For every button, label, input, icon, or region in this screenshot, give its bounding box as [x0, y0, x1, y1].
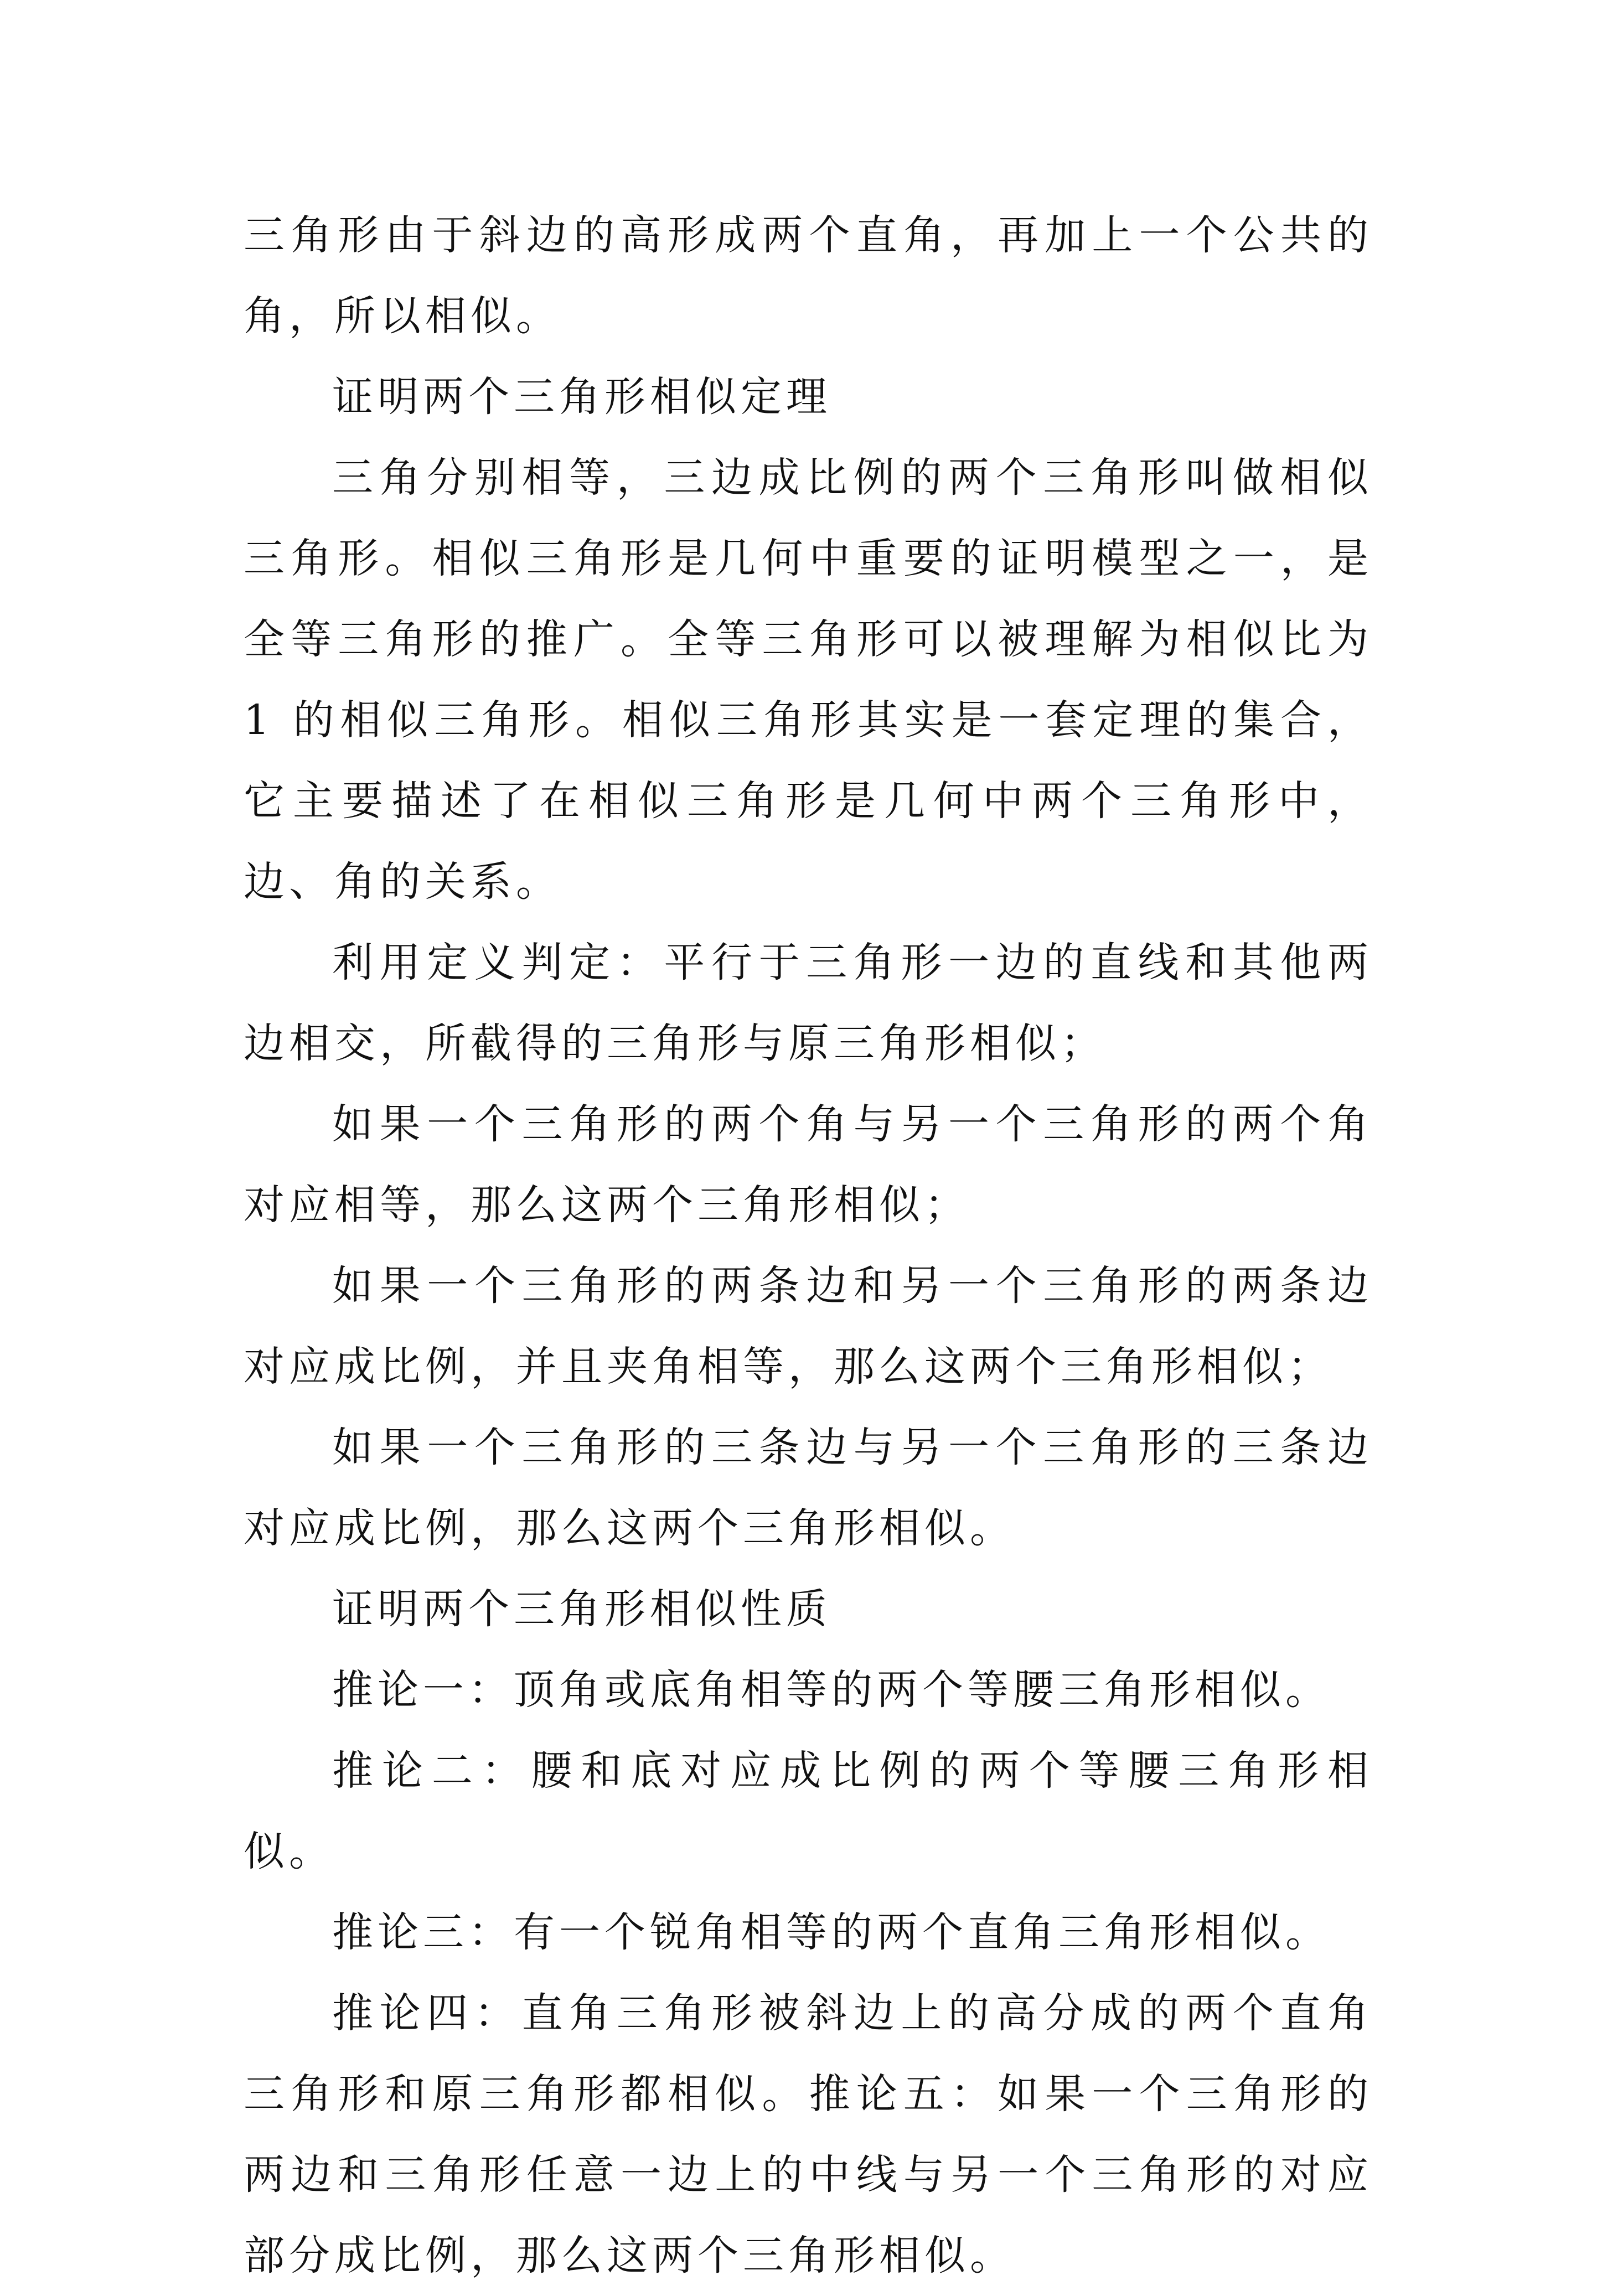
paragraph-corollary-4-5: 推论四：直角三角形被斜边上的高分成的两个直角三角形和原三角形都相似。推论五：如果一个三角形的两边和三角形任意一边上的中线与另一个三角形的对应部分成比例，那么这两个三角形相似。	[244, 1989, 1373, 2279]
document-body	[244, 195, 1373, 2296]
paragraph-criterion-angles: 如果一个三角形的两个角与另一个三角形的两个角对应相等，那么这两个三角形相似；	[244, 1100, 1373, 1229]
paragraph-criterion-sss: 如果一个三角形的三条边与另一个三角形的三条边对应成比例，那么这两个三角形相似。	[244, 1424, 1373, 1552]
paragraph-criterion-parallel: 利用定义判定：平行于三角形一边的直线和其他两边相交，所截得的三角形与原三角形相似；	[244, 939, 1373, 1067]
paragraph-corollary-2: 推论二：腰和底对应成比例的两个等腰三角形相似。	[244, 1747, 1373, 1875]
paragraph-criterion-sas: 如果一个三角形的两条边和另一个三角形的两条边对应成比例，并且夹角相等，那么这两个三角形相似；	[244, 1262, 1373, 1390]
paragraph-continuation: 三角形由于斜边的高形成两个直角，再加上一个公共的角，所以相似。	[244, 211, 1373, 340]
section-heading-theorem: 证明两个三角形相似定理	[332, 373, 831, 421]
section-heading-properties: 证明两个三角形相似性质	[332, 1585, 831, 1633]
paragraph-corollary-3: 推论三：有一个锐角相等的两个直角三角形相似。	[332, 1909, 1331, 1956]
paragraph-corollary-1: 推论一：顶角或底角相等的两个等腰三角形相似。	[332, 1666, 1331, 1714]
paragraph-definition: 三角分别相等，三边成比例的两个三角形叫做相似三角形。相似三角形是几何中重要的证明模型之一，是全等三角形的推广。全等三角形可以被理解为相似比为 1 的相似三角形。相似三角形其实是一套定理的集合，它主要描述了在相似三角形是几何中两个三角形中，边、角的关系。	[244, 454, 1373, 906]
